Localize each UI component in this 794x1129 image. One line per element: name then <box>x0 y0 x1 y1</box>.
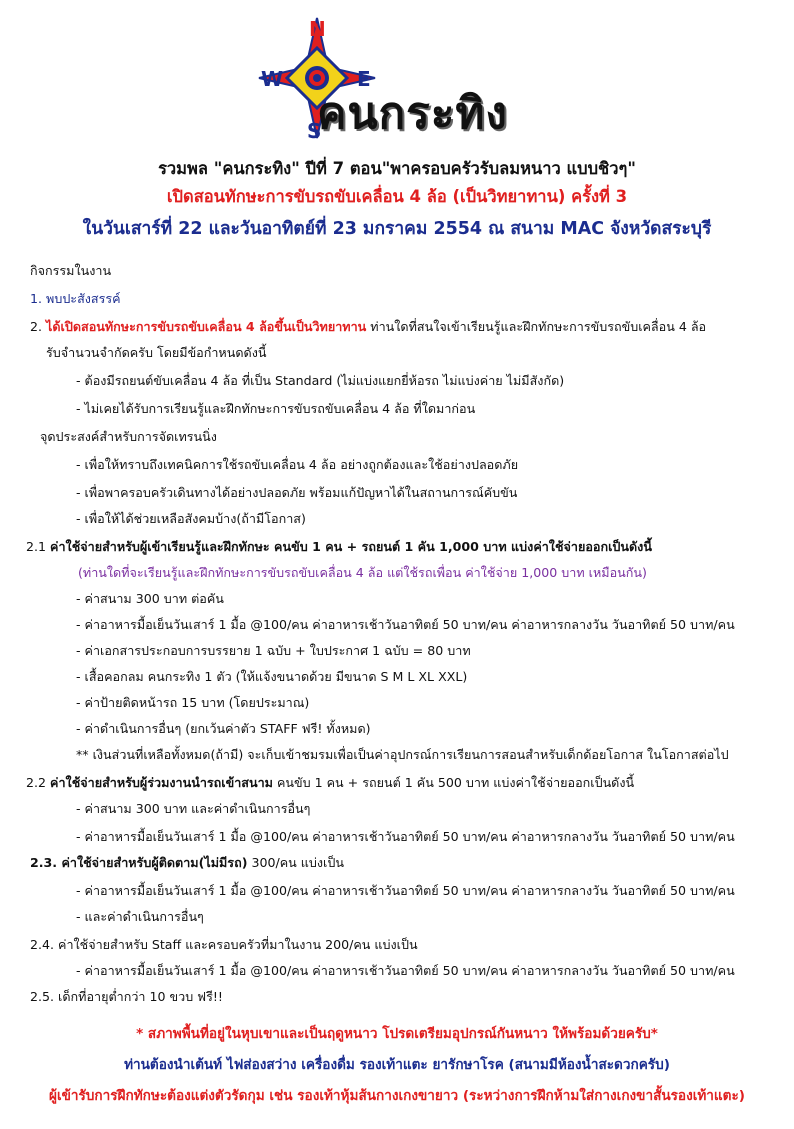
header-line-2: เปิดสอนทักษะการขับรถขับเคลื่อน 4 ล้อ (เป็นวิทยาทาน) ครั้งที่ 3 <box>166 187 628 206</box>
section-2-5-heading: 2.5. เด็กที่อายุต่ำกว่า 10 ขวบ ฟรี!! <box>30 989 223 1004</box>
logo <box>255 14 555 142</box>
activity-1: 1. พบปะสังสรรค์ <box>30 291 121 306</box>
activities-heading: กิจกรรมในงาน <box>30 263 112 278</box>
section-2-1-heading <box>26 538 652 556</box>
activity-2-continued: รับจำนวนจำกัดครับ โดยมีข้อกำหนดดังนี้ <box>46 345 267 360</box>
section-2-1-footnote: ** เงินส่วนที่เหลือทั้งหมด(ถ้ามี) จะเก็บเข้าชมรมเพื่อเป็นค่าอุปกรณ์การเรียนการสอนสำหรับเด็กด้อยโอกาส ในโอกาสต่อไป <box>76 747 729 762</box>
section-2-2-heading <box>26 774 634 792</box>
section-2-2-item: - ค่าอาหารมื้อเย็นวันเสาร์ 1 มื้อ @100/คน ค่าอาหารเช้าวันอาทิตย์ 50 บาท/คน ค่าอาหารกลางวัน วันอาทิตย์ 50 บาท/คน <box>76 829 735 844</box>
section-2-2-item: - ค่าสนาม 300 บาท และค่าดำเนินการอื่นๆ <box>76 801 311 816</box>
section-2-3-item: - ค่าอาหารมื้อเย็นวันเสาร์ 1 มื้อ @100/คน ค่าอาหารเช้าวันอาทิตย์ 50 บาท/คน ค่าอาหารกลางวัน วันอาทิตย์ 50 บาท/คน <box>76 883 735 898</box>
section-2-2-number: 2.2 <box>26 775 51 790</box>
section-2-3-text: 300/คน แบ่งเป็น <box>247 855 344 870</box>
requirement-2: - ไม่เคยได้รับการเรียนรู้และฝึกทักษะการขับรถขับเคลื่อน 4 ล้อ ที่ใดมาก่อน <box>76 401 476 416</box>
section-2-4-heading: 2.4. ค่าใช้จ่ายสำหรับ Staff และครอบครัวที่มาในงาน 200/คน แบ่งเป็น <box>30 937 418 952</box>
west-letter: W <box>261 67 284 91</box>
purpose-3: - เพื่อให้ได้ช่วยเหลือสังคมบ้าง(ถ้ามีโอกาส) <box>76 511 306 526</box>
activity-2 <box>30 318 706 336</box>
section-2-1-item: - ค่าป้ายติดหน้ารถ 15 บาท (โดยประมาณ) <box>76 695 310 710</box>
activity-2-highlight: ได้เปิดสอนทักษะการขับรถขับเคลื่อน 4 ล้อขึ้นเป็นวิทยาทาน <box>46 319 367 334</box>
section-2-2-title: ค่าใช้จ่ายสำหรับผู้ร่วมงานนำรถเข้าสนาม <box>50 775 273 790</box>
activity-2-number: 2. <box>30 319 47 334</box>
section-2-1-item: - เสื้อคอกลม คนกระทิง 1 ตัว (ให้แจ้งขนาดด้วย มีขนาด S M L XL XXL) <box>76 669 468 684</box>
section-2-1-title: ค่าใช้จ่ายสำหรับผู้เข้าเรียนรู้และฝึกทักษะ คนขับ 1 คน + รถยนต์ 1 คัน 1,000 บาท แบ่งค่าใช้จ่ายออกเป็นดังนี้ <box>50 539 652 554</box>
section-2-3-item: - และค่าดำเนินการอื่นๆ <box>76 909 204 924</box>
header-line-3: ในวันเสาร์ที่ 22 และวันอาทิตย์ที่ 23 มกราคม 2554 ณ สนาม MAC จังหวัดสระบุรี <box>82 219 712 239</box>
footer-line-2: ท่านต้องนำเต้นท์ ไฟส่องสว่าง เครื่องดื่ม รองเท้าแตะ ยารักษาโรค (สนามมีห้องน้ำสะดวกครับ) <box>124 1057 670 1073</box>
section-2-1-note: (ท่านใดที่จะเรียนรู้และฝึกทักษะการขับรถขับเคลื่อน 4 ล้อ แต่ใช้รถเพื่อน ค่าใช้จ่าย 1,000 บาท เหมือนกัน) <box>78 565 647 580</box>
section-2-3-heading <box>30 854 344 872</box>
north-letter: N <box>309 17 326 41</box>
footer-line-1: * สภาพพื้นที่อยู่ในหุบเขาและเป็นฤดูหนาว โปรดเตรียมอุปกรณ์กันหนาว ให้พร้อมด้วยครับ* <box>136 1026 658 1042</box>
footer-line-3: ผู้เข้ารับการฝึกทักษะต้องแต่งตัวรัดกุม เช่น รองเท้าหุ้มส้นกางเกงขายาว (ระหว่างการฝึกห้ามใส่กางเกงขาสั้นรองเท้าแตะ) <box>48 1088 746 1104</box>
section-2-1-item: - ค่าดำเนินการอื่นๆ (ยกเว้นค่าตัว STAFF ฟรี! ทั้งหมด) <box>76 721 371 736</box>
activity-2-text: ท่านใดที่สนใจเข้าเรียนรู้และฝึกทักษะการขับรถขับเคลื่อน 4 ล้อ <box>366 319 707 334</box>
section-2-4-item: - ค่าอาหารมื้อเย็นวันเสาร์ 1 มื้อ @100/คน ค่าอาหารเช้าวันอาทิตย์ 50 บาท/คน ค่าอาหารกลางวัน วันอาทิตย์ 50 บาท/คน <box>76 963 735 978</box>
east-letter: E <box>357 67 371 91</box>
section-2-1-number: 2.1 <box>26 539 51 554</box>
purpose-2: - เพื่อพาครอบครัวเดินทางได้อย่างปลอดภัย พร้อมแก้ปัญหาได้ในสถานการณ์คับขัน <box>76 485 518 500</box>
section-2-1-item: - ค่าสนาม 300 บาท ต่อคัน <box>76 591 224 606</box>
logo-title: คนกระทิง <box>317 88 508 139</box>
section-2-1-item: - ค่าเอกสารประกอบการบรรยาย 1 ฉบับ + ใบประกาศ 1 ฉบับ = 80 บาท <box>76 643 471 658</box>
section-2-3-title: 2.3. ค่าใช้จ่ายสำหรับผู้ติดตาม(ไม่มีรถ) <box>30 855 248 870</box>
section-2-1-item: - ค่าอาหารมื้อเย็นวันเสาร์ 1 มื้อ @100/คน ค่าอาหารเช้าวันอาทิตย์ 50 บาท/คน ค่าอาหารกลางวัน วันอาทิตย์ 50 บาท/คน <box>76 617 735 632</box>
section-2-2-text: คนขับ 1 คน + รถยนต์ 1 คัน 500 บาท แบ่งค่าใช้จ่ายออกเป็นดังนี้ <box>272 775 635 790</box>
purpose-heading: จุดประสงค์สำหรับการจัดเทรนนิ่ง <box>40 429 217 444</box>
south-letter: S <box>307 119 322 142</box>
requirement-1: - ต้องมีรถยนต์ขับเคลื่อน 4 ล้อ ที่เป็น Standard (ไม่แบ่งแยกยี่ห้อรถ ไม่แบ่งค่าย ไม่มีสังกัด) <box>76 373 565 388</box>
purpose-1: - เพื่อให้ทราบถึงเทคนิคการใช้รถขับเคลื่อน 4 ล้อ อย่างถูกต้องและใช้อย่างปลอดภัย <box>76 457 519 472</box>
header-line-1: รวมพล "คนกระทิง" ปีที่ 7 ตอน"พาครอบครัวรับลมหนาว แบบชิวๆ" <box>158 159 636 178</box>
